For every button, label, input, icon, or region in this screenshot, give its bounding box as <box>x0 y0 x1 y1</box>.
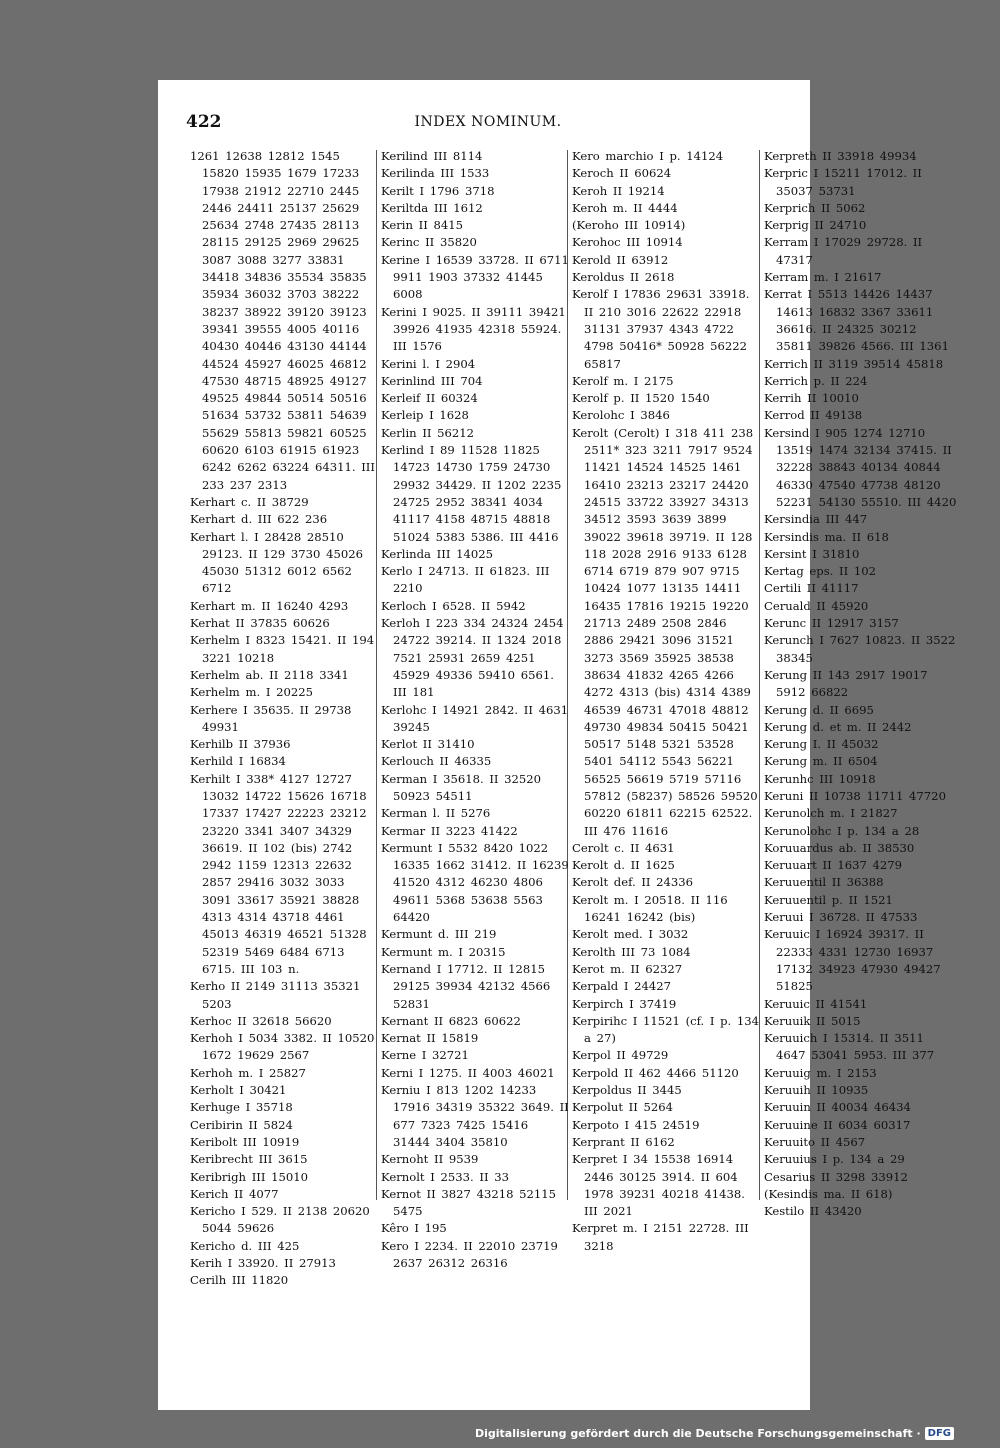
page-header <box>186 112 790 136</box>
index-entry: Keroldus II 2618 <box>572 270 675 285</box>
index-entry: Kerilind III 8114 <box>381 149 483 163</box>
index-entry: Kerilinda III 1533 <box>381 166 490 181</box>
index-entry: Kerunolohc I p. 134 a 28 <box>764 823 920 838</box>
index-entry: Kerloh I 223 334 24324 2454 24722 39214. II 1324 2018 7521 25931 2659 4251 45929 49336 59410 6561. III 181 <box>381 616 564 700</box>
index-entry: Kernant II 6823 60622 <box>381 1013 521 1028</box>
index-entry: Kersint I 31810 <box>764 546 860 561</box>
index-entry: Kêro I 195 <box>381 1221 447 1236</box>
index-entry: Keribrigh III 15010 <box>190 1169 309 1184</box>
index-entry: Kerram m. I 21617 <box>764 270 882 285</box>
index-entry: Kerunc II 12917 3157 <box>764 616 899 631</box>
index-entry: Kerrich p. II 224 <box>764 373 868 388</box>
index-entry: Kernand I 17712. II 12815 29125 39934 42132 4566 52831 <box>381 961 551 1011</box>
index-entry: Kerprich II 5062 <box>764 200 866 215</box>
index-entry: Kerung II 143 2917 19017 5912 66822 <box>764 667 928 700</box>
index-entry: Kernat II 15819 <box>381 1031 479 1046</box>
index-column-4 <box>764 148 958 1220</box>
index-entry: Keruuito II 4567 <box>764 1134 866 1149</box>
index-entry: Kerolf p. II 1520 1540 <box>572 391 710 406</box>
index-entry: Kestilo II 43420 <box>764 1204 862 1219</box>
index-entry: Kerhoh m. I 25827 <box>190 1065 306 1080</box>
index-entry: Kerinc II 35820 <box>381 235 477 250</box>
index-entry: Kericho I 529. II 2138 20620 5044 59626 <box>190 1204 370 1236</box>
index-entry: Kerpric I 15211 17012. II 35037 53731 <box>764 166 922 198</box>
index-entry: Kerhelm m. I 20225 <box>190 685 313 700</box>
footer-credit <box>475 1424 954 1442</box>
index-entry: Kersind I 905 1274 12710 13519 1474 32134 37415. II 32228 38843 40134 40844 46330 47540 47738 48120 52231 54130 55510. III 4420 <box>764 425 957 509</box>
index-entry: Kerhelm ab. II 2118 3341 <box>190 667 349 682</box>
index-entry: Kerram I 17029 29728. II 47317 <box>764 235 923 267</box>
index-entry: Certili II 41117 <box>764 581 859 596</box>
index-entry: Kerlo I 24713. II 61823. III 2210 <box>381 564 550 596</box>
index-entry: Kerho II 2149 31113 35321 5203 <box>190 979 361 1011</box>
index-entry: Kerlind I 89 11528 11825 14723 14730 1759 24730 29932 34429. II 1202 2235 24725 2952 38341 4034 41117 4158 48715 48818 51024 5383 5386. III 4416 <box>381 443 562 544</box>
index-entry: Keruuentil p. II 1521 <box>764 892 893 907</box>
index-entry: Kermunt d. III 219 <box>381 927 497 942</box>
index-entry: Kerhelm I 8323 15421. II 194 3221 10218 <box>190 633 375 665</box>
index-entry: Keroch II 60624 <box>572 166 672 181</box>
index-entry: Kerunch I 7627 10823. II 3522 38345 <box>764 633 956 665</box>
index-entry: Kerolt def. II 24336 <box>572 875 694 890</box>
index-entry: Kermunt I 5532 8420 1022 16335 1662 31412. II 16239 41520 4312 46230 4806 49611 5368 53638 5563 64420 <box>381 840 569 925</box>
index-entry: Kerpoldus II 3445 <box>572 1083 682 1098</box>
index-entry: Kerold II 63912 <box>572 252 669 267</box>
index-entry: Kerpol II 49729 <box>572 1048 669 1063</box>
index-entry: Keruuine II 6034 60317 <box>764 1117 911 1132</box>
index-column-3 <box>572 148 760 1255</box>
index-entry: Kerniu I 813 1202 14233 17916 34319 35322 3649. II 677 7323 7425 15416 31444 3404 35810 <box>381 1083 569 1149</box>
index-entry: Kerhild I 16834 <box>190 754 286 769</box>
index-entry: Kerolt m. I 20518. II 116 16241 16242 (bis) <box>572 892 728 925</box>
index-entry: Kerhoc II 32618 56620 <box>190 1013 332 1028</box>
index-entry: Kerhilt I 338* 4127 12727 13032 14722 15626 16718 17337 17427 22223 23212 23220 3341 3407 34329 36619. II 102 (bis) 2742 2942 1159 12313 22632 2857 29416 3032 3033 3091 33617 35921 38828 4313 4314 43718 4461 45013 46319 46521 51328 52319 5469 6484 6713 6715. III 103 n. <box>190 771 367 976</box>
index-entry: Kerih I 33920. II 27913 <box>190 1256 336 1270</box>
index-entry: Kerrat I 5513 14426 14437 14613 16832 3367 33611 36616. II 24325 30212 35811 39826 4566. III 1361 <box>764 287 949 354</box>
index-entry: Kerpoto I 415 24519 <box>572 1117 700 1132</box>
index-entry: Kerpirihc I 11521 (cf. I p. 134 a 27) <box>572 1013 760 1046</box>
index-entry: Kerhart c. II 38729 <box>190 494 309 509</box>
index-entry: Keruuih II 10935 <box>764 1083 869 1098</box>
index-entry: Kerlin II 56212 <box>381 425 475 440</box>
index-entry: Keruuius I p. 134 a 29 <box>764 1152 905 1167</box>
index-entry: Kersindis ma. II 618 <box>764 529 889 544</box>
index-entry: Kerni I 1275. II 4003 46021 <box>381 1065 555 1080</box>
index-entry: Kerleif II 60324 <box>381 391 478 406</box>
index-entry: Ceribirin II 5824 <box>190 1117 293 1132</box>
index-entry: Kerloch I 6528. II 5942 <box>381 598 526 613</box>
index-entry: Kerot m. II 62327 <box>572 961 683 976</box>
index-entry: Cerilh III 11820 <box>190 1273 289 1288</box>
index-entry: Kertag eps. II 102 <box>764 564 877 579</box>
index-entry: Kerpret I 34 15538 16914 2446 30125 3914. II 604 1978 39231 40218 41438. III 2021 <box>572 1152 745 1219</box>
index-entry: Kerunhc III 10918 <box>764 771 876 786</box>
index-entry: Kerolohc I 3846 <box>572 408 670 423</box>
index-entry: Kerholt I 30421 <box>190 1083 287 1098</box>
index-entry: Kerohoc III 10914 <box>572 235 683 250</box>
index-entry: Cerolt c. II 4631 <box>572 840 675 855</box>
index-entry: Kerlot II 31410 <box>381 737 475 752</box>
index-entry: Kerich II 4077 <box>190 1186 279 1201</box>
index-entry: Kerpret m. I 2151 22728. III 3218 <box>572 1221 749 1253</box>
index-entry: Keruuentil II 36388 <box>764 875 884 890</box>
index-entry: Kerolt d. II 1625 <box>572 858 675 873</box>
index-entry: Kerin II 8415 <box>381 218 463 233</box>
index-entry: Keriltda III 1612 <box>381 200 483 215</box>
index-entry: Keruni II 10738 11711 47720 <box>764 788 946 803</box>
index-entry: Keruuik II 5015 <box>764 1013 861 1028</box>
index-entry: Kerhart m. II 16240 4293 <box>190 598 349 613</box>
index-entry: Kerhoh I 5034 3382. II 10520 1672 19629 2567 <box>190 1031 375 1063</box>
index-entry: Kero I 2234. II 22010 23719 2637 26312 26316 <box>381 1238 558 1270</box>
index-entry: Kerpirch I 37419 <box>572 996 677 1011</box>
index-entry: Cesarius II 3298 33912 <box>764 1169 908 1184</box>
index-entry: Kerleip I 1628 <box>381 408 469 423</box>
index-column-1 <box>190 148 378 1290</box>
index-entry: Kero marchio I p. 14124 <box>572 149 724 163</box>
index-entry: Kerine I 16539 33728. II 6711 9911 1903 37332 41445 6008 <box>381 252 569 302</box>
index-entry: Keruuic II 41541 <box>764 996 868 1011</box>
footer-text: Digitalisierung gefördert durch die Deutsche Forschungsgemeinschaft · <box>474 1426 921 1440</box>
index-entry: Kerhere I 35635. II 29738 49931 <box>190 702 352 734</box>
index-entry: Kerolt med. I 3032 <box>572 927 689 942</box>
index-entry: Keruuin II 40034 46434 <box>764 1100 911 1115</box>
index-entry: Kerpald I 24427 <box>572 979 672 994</box>
index-entry: Kerhart l. I 28428 28510 29123. II 129 3730 45026 45030 51312 6012 6562 6712 <box>190 529 363 596</box>
index-entry: Kerpold II 462 4466 51120 <box>572 1065 739 1080</box>
index-entry: Kernot II 3827 43218 52115 5475 <box>381 1186 557 1219</box>
index-entry: Kerrich II 3119 39514 45818 <box>764 356 944 371</box>
index-entry: Kerlinda III 14025 <box>381 546 493 561</box>
index-entry: Kerinlind III 704 <box>381 373 483 388</box>
index-entry: Kericho d. III 425 <box>190 1238 300 1253</box>
index-entry: Kerpreth II 33918 49934 <box>764 149 917 163</box>
index-entry: Kerolt (Cerolt) I 318 411 238 2511* 323 3211 7917 9524 11421 14524 14525 1461 16410 23213 23217 24420 24515 33722 33927 34313 34512 3593 3639 3899 39022 39618 39719. II 128 118 2028 2916 9133 6128 6714 6719 879 907 9715 10424 1077 13135 14411 16435 17816 19215 19220 21713 2489 2508 2846 2886 29421 3096 31521 3273 3569 35925 38538 38634 41832 4265 4266 4272 4313 (bis) 4314 4389 46539 46731 47018 48812 49730 49834 50415 50421 50517 5148 5321 53528 5401 54112 5543 56221 56525 56619 5719 57116 57812 (58237) 58526 59520 60220 61811 62215 62522. III 476 11616 <box>572 425 758 838</box>
index-column-2 <box>381 148 569 1272</box>
index-entry: Kerlouch II 46335 <box>381 754 492 769</box>
index-entry: Kerini l. I 2904 <box>381 356 476 371</box>
index-entry: Kerung d. et m. II 2442 <box>764 719 912 734</box>
index-entry: Keribrecht III 3615 <box>190 1152 308 1167</box>
index-entry: Kermunt m. I 20315 <box>381 944 506 959</box>
running-title: INDEX NOMINUM. <box>414 114 562 130</box>
index-entry: Kerne I 32721 <box>381 1048 469 1063</box>
index-entry: Keroh m. II 4444 <box>572 200 678 215</box>
dfg-logo-icon: DFG <box>925 1427 954 1440</box>
index-entry: Kerolf m. I 2175 <box>572 373 674 388</box>
index-entry: Kerilt I 1796 3718 <box>381 183 495 198</box>
index-entry: Kerung m. II 6504 <box>764 754 878 769</box>
page-number: 422 <box>186 112 222 132</box>
index-entry: 1261 12638 12812 1545 15820 15935 1679 17233 17938 21912 22710 2445 2446 24411 25137 25629 25634 2748 27435 28113 28115 29125 2969 29625 3087 3088 3277 33831 34418 34836 35534 35835 35934 36032 3703 38222 38237 38922 39120 39123 39341 39555 4005 40116 40430 40446 43130 44144 44524 45927 46025 46812 47530 48715 48925 49127 49525 49844 50514 50516 51634 53732 53811 54639 55629 55813 59821 60525 60620 6103 61915 61923 6242 6262 63224 64311. III 233 237 2313 <box>190 149 375 492</box>
index-entry: (Kesindis ma. II 618) <box>764 1186 893 1201</box>
index-entry: Kerrih II 10010 <box>764 391 859 406</box>
index-entry: Kerini I 9025. II 39111 39421 39926 41935 42318 55924. III 1576 <box>381 304 566 354</box>
index-entry: Koruuardus ab. II 38530 <box>764 840 915 855</box>
index-entry: Kerman I 35618. II 32520 50923 54511 <box>381 771 542 803</box>
index-entry: Kerman l. II 5276 <box>381 806 491 821</box>
index-entry: Keruui I 36728. II 47533 <box>764 910 918 925</box>
index-entry: Kerrod II 49138 <box>764 408 863 423</box>
index-entry: Kerlohc I 14921 2842. II 4631 39245 <box>381 702 569 734</box>
index-entry: Kerprant II 6162 <box>572 1134 675 1149</box>
index-entry: Kerhuge I 35718 <box>190 1100 293 1115</box>
index-entry: Keruuig m. I 2153 <box>764 1065 877 1080</box>
index-entry: Keruuic I 16924 39317. II 22333 4331 12730 16937 17132 34923 47930 49427 51825 <box>764 927 941 994</box>
index-entry: Kerhart d. III 622 236 <box>190 512 328 527</box>
index-entry: Kerung I. II 45032 <box>764 737 879 752</box>
index-entry: Keribolt III 10919 <box>190 1134 300 1149</box>
index-entry: Kernolt I 2533. II 33 <box>381 1169 509 1184</box>
index-entry: Kermar II 3223 41422 <box>381 823 518 838</box>
index-entry: Kerolf I 17836 29631 33918. II 210 3016 22622 22918 31131 37937 4343 4722 4798 50416* 50928 56222 65817 <box>572 287 750 371</box>
index-entry: (Keroho III 10914) <box>572 218 686 233</box>
index-entry: Kerung d. II 6695 <box>764 702 874 717</box>
index-entry: Kerolth III 73 1084 <box>572 944 691 959</box>
index-entry: Kerunolch m. I 21827 <box>764 806 898 821</box>
index-entry: Keruuich I 15314. II 3511 4647 53041 5953. III 377 <box>764 1031 935 1063</box>
index-entry: Ceruald II 45920 <box>764 598 869 613</box>
index-entry: Kerpolut II 5264 <box>572 1100 674 1115</box>
index-entry: Keroh II 19214 <box>572 183 665 198</box>
index-entry: Keruuart II 1637 4279 <box>764 858 903 873</box>
index-entry: Kerhat II 37835 60626 <box>190 616 330 631</box>
index-entry: Kerhilb II 37936 <box>190 737 291 752</box>
index-entry: Kersindia III 447 <box>764 512 868 527</box>
index-entry: Kerprig II 24710 <box>764 218 867 233</box>
index-entry: Kernoht II 9539 <box>381 1152 479 1167</box>
